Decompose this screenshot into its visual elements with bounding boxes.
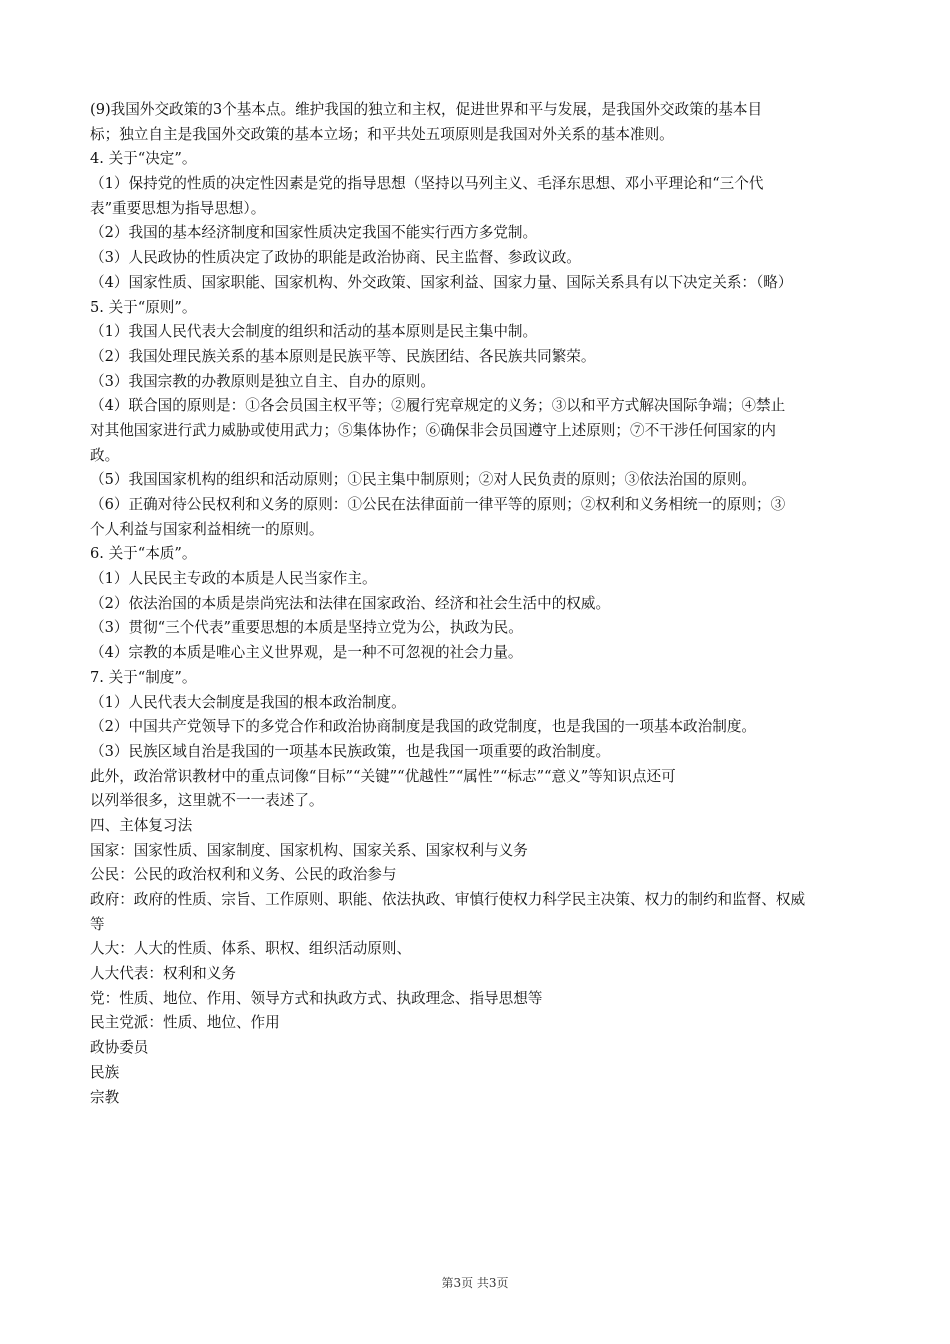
- text-line: 表”重要思想为指导思想）。: [90, 199, 266, 217]
- text-line: 人大：人大的性质、体系、职权、组织活动原则、: [90, 940, 412, 958]
- text-line: 6. 关于“本质”。: [90, 545, 197, 563]
- document-body: [90, 98, 862, 1110]
- text-line: （1）保持党的性质的决定性因素是党的指导思想（坚持以马列主义、毛泽东思想、邓小平理论和“三个代: [90, 175, 764, 193]
- text-line: （3）贯彻“三个代表”重要思想的本质是坚持立党为公，执政为民。: [90, 619, 523, 637]
- text-line: （1）人民代表大会制度是我国的根本政治制度。: [90, 693, 406, 711]
- text-line: （6）正确对待公民权利和义务的原则：①公民在法律面前一律平等的原则；②权利和义务相统一的原则；③: [90, 496, 786, 513]
- text-line: 7. 关于“制度”。: [90, 668, 197, 686]
- text-line: 对其他国家进行武力威胁或使用武力；⑤集体协作；⑥确保非会员国遵守上述原则；⑦不干涉任何国家的内: [90, 421, 776, 439]
- text-line: （4）国家性质、国家职能、国家机构、外交政策、国家利益、国家力量、国际关系具有以下决定关系：（略）: [90, 273, 793, 291]
- text-line: （1）我国人民代表大会制度的组织和活动的基本原则是民主集中制。: [90, 323, 538, 341]
- text-line: 公民：公民的政治权利和义务、公民的政治参与: [90, 866, 397, 884]
- text-line: （3）民族区域自治是我国的一项基本民族政策，也是我国一项重要的政治制度。: [90, 742, 611, 760]
- text-line: 政。: [90, 446, 120, 464]
- text-line: 个人利益与国家利益相统一的原则。: [90, 520, 324, 538]
- text-line: 民主党派：性质、地位、作用: [90, 1014, 280, 1032]
- text-line: （1）人民民主专政的本质是人民当家作主。: [90, 570, 377, 588]
- text-line: 国家：国家性质、国家制度、国家机构、国家关系、国家权利与义务: [90, 841, 528, 859]
- text-line: 政府：政府的性质、宗旨、工作原则、职能、依法执政、审慎行使权力科学民主决策、权力的制约和监督、权威: [90, 891, 806, 908]
- text-line: （2）中国共产党领导下的多党合作和政治协商制度是我国的政党制度，也是我国的一项基本政治制度。: [90, 718, 757, 736]
- text-line: 此外，政治常识教材中的重点词像“目标”“关键”“优越性”“属性”“标志”“意义”等知识点还可: [90, 767, 676, 785]
- text-line: 等: [90, 915, 105, 933]
- text-line: 人大代表：权利和义务: [90, 965, 236, 983]
- text-line: （4）宗教的本质是唯心主义世界观，是一种不可忽视的社会力量。: [90, 644, 523, 662]
- text-line: 标；独立自主是我国外交政策的基本立场；和平共处五项原则是我国对外关系的基本准则。: [90, 125, 674, 143]
- text-line: 民族: [90, 1063, 120, 1081]
- text-line: （3）人民政协的性质决定了政协的职能是政治协商、民主监督、参政议政。: [90, 249, 581, 267]
- text-line: 政协委员: [90, 1039, 149, 1057]
- page-footer: 第3页 共3页: [441, 1276, 509, 1290]
- text-line: （2）我国的基本经济制度和国家性质决定我国不能实行西方多党制。: [90, 224, 538, 242]
- text-line: （3）我国宗教的办教原则是独立自主、自办的原则。: [90, 372, 435, 390]
- text-line: （5）我国国家机构的组织和活动原则；①民主集中制原则；②对人民负责的原则；③依法治国的原则。: [90, 471, 757, 489]
- text-line: 党：性质、地位、作用、领导方式和执政方式、执政理念、指导思想等: [90, 989, 543, 1007]
- text-line: (9)我国外交政策的3个基本点。维护我国的独立和主权，促进世界和平与发展，是我国外交政策的基本目: [90, 101, 763, 118]
- text-line: 5. 关于“原则”。: [90, 298, 197, 316]
- text-line: （2）依法治国的本质是崇尚宪法和法律在国家政治、经济和社会生活中的权威。: [90, 594, 611, 612]
- text-line: （4）联合国的原则是：①各会员国主权平等；②履行宪章规定的义务；③以和平方式解决国际争端；④禁止: [90, 397, 786, 415]
- text-line: 宗教: [90, 1088, 120, 1106]
- text-line: 以列举很多，这里就不一一表述了。: [90, 792, 324, 810]
- text-line: 四、主体复习法: [90, 816, 193, 834]
- text-line: （2）我国处理民族关系的基本原则是民族平等、民族团结、各民族共同繁荣。: [90, 347, 596, 365]
- text-line: 4. 关于“决定”。: [90, 150, 197, 168]
